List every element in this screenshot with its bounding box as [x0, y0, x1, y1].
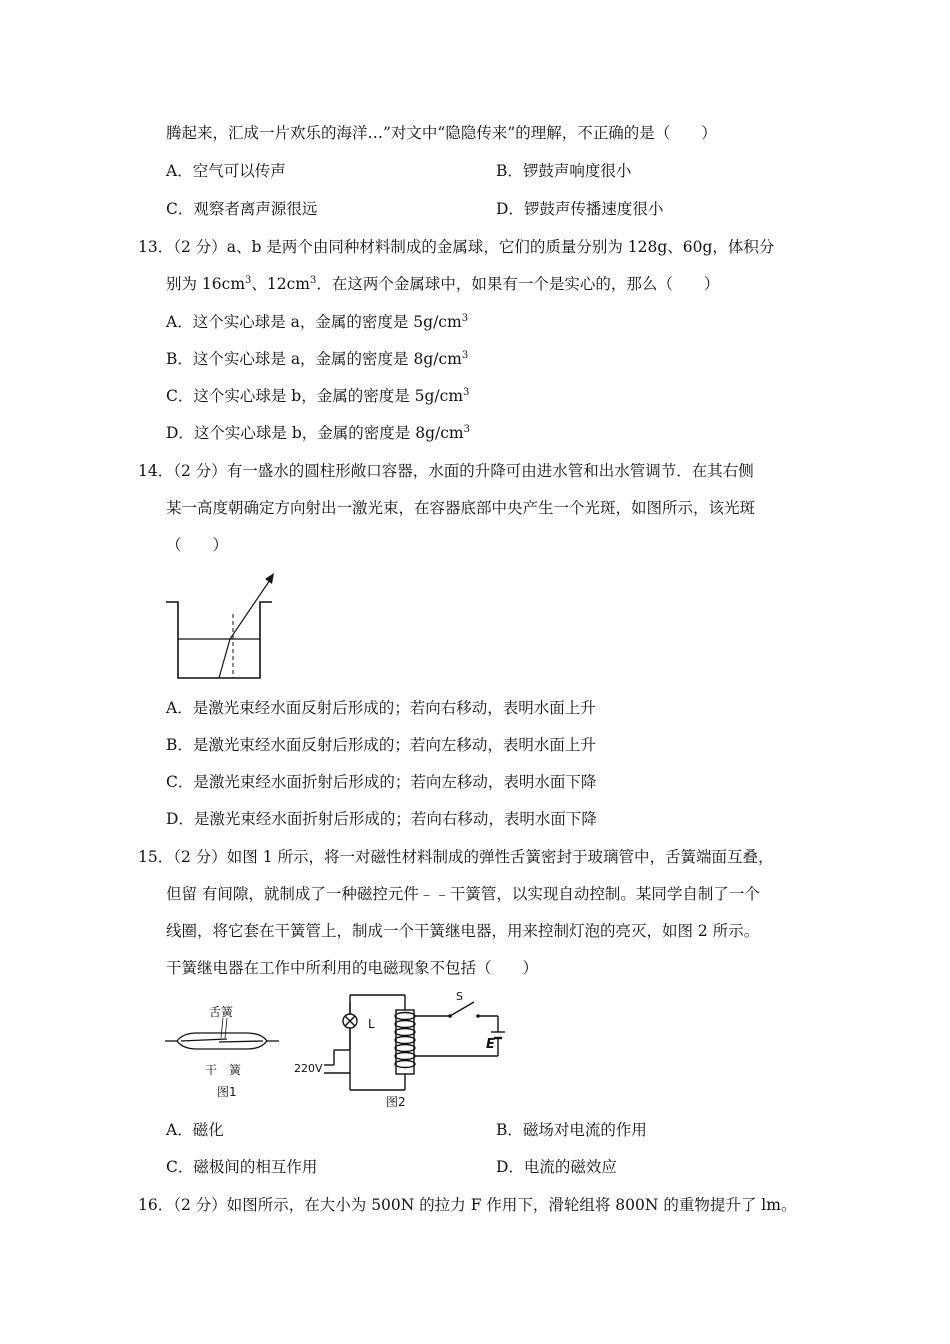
q15-option-c: C．磁极间的相互作用	[166, 1158, 318, 1176]
refracted-beam	[219, 639, 230, 678]
q15-option-d: D．电流的磁效应	[496, 1158, 617, 1176]
q14-option-a: A．是激光束经水面反射后形成的；若向右移动，表明水面上升	[166, 699, 596, 717]
q12-option-c: C．观察者离声源很远	[166, 200, 318, 218]
container-outline	[166, 602, 272, 678]
q14-stem-line2: 某一高度朝确定方向射出一激光束，在容器底部中央产生一个光斑，如图所示，该光斑	[166, 499, 756, 517]
q15-stem-line2: 但留 有间隙，就制成了一种磁控元件﹣﹣干簧管，以实现自动控制。某同学自制了一个	[166, 885, 760, 903]
figure1-caption: 图1	[217, 1085, 237, 1099]
q14-option-d: D．是激光束经水面折射后形成的；若向右移动，表明水面下降	[166, 810, 597, 828]
switch-icon	[450, 1002, 474, 1016]
q16-stem-line1: 16．（2 分）如图所示，在大小为 500N 的拉力 F 作用下，滑轮组将 800N 的重物提升了 lm。	[138, 1196, 797, 1214]
q14-option-c: C．是激光束经水面折射后形成的；若向左移动，表明水面下降	[166, 773, 597, 791]
q13-stem-line2: 别为 $16cm^3$、$12cm^3$．在这两个金属球中，如果有一个是实心的，那么（ ）	[166, 275, 720, 293]
q12-option-b: B．锣鼓声响度很小	[496, 162, 632, 180]
q15-option-b: B．磁场对电流的作用	[496, 1121, 647, 1139]
label-reed: 舌簧	[209, 1005, 234, 1019]
q15-option-a: A．磁化	[166, 1121, 224, 1139]
q14-stem-line3: （ ）	[166, 536, 229, 554]
label-emf: E	[486, 1037, 495, 1052]
laser-beam	[230, 577, 272, 639]
q12-option-d: D．锣鼓声传播速度很小	[496, 200, 664, 218]
q13-option-d: D．这个实心球是 b，金属的密度是 $8g/cm^3$	[166, 424, 470, 442]
reed-left	[181, 1039, 227, 1041]
label-voltage: 220V	[294, 1062, 323, 1075]
arrow-head-icon	[265, 573, 274, 584]
q14-stem-line1: 14．（2 分）有一盛水的圆柱形敞口容器，水面的升降可由进水管和出水管调节．在其右侧	[138, 462, 754, 480]
label-lamp: L	[368, 1017, 375, 1031]
figure2-caption: 图2	[386, 1095, 406, 1109]
q15-stem-line3: 线圈，将它套在干簧管上，制成一个干簧继电器，用来控制灯泡的亮灭，如图 2 所示。	[166, 922, 760, 940]
q12-stem-continuation: 腾起来，汇成一片欢乐的海洋…”对文中“隐隐传来”的理解，不正确的是（ ）	[166, 124, 717, 142]
label-dry-reed: 干 簧	[205, 1063, 242, 1077]
reed-right	[219, 1041, 263, 1042]
label-switch: S	[456, 990, 463, 1003]
q14-option-b: B．是激光束经水面反射后形成的；若向左移动，表明水面上升	[166, 736, 596, 754]
q13-option-c: C．这个实心球是 b，金属的密度是 $5g/cm^3$	[166, 387, 470, 405]
q13-stem-line1: 13．（2 分）a、b 是两个由同种材料制成的金属球，它们的质量分别为 128g、60g，体积分	[138, 238, 775, 256]
q14-container-diagram	[160, 568, 290, 683]
q15-stem-line4: 干簧继电器在工作中所利用的电磁现象不包括（ ）	[166, 959, 539, 977]
q15-figure1-reed-switch	[163, 1000, 281, 1104]
q15-stem-line1: 15．（2 分）如图 1 所示，将一对磁性材料制成的弹性舌簧密封于玻璃管中，舌簧端面互叠，	[138, 848, 774, 866]
q15-figure2-relay-circuit	[290, 990, 520, 1110]
q12-option-a: A．空气可以传声	[166, 162, 286, 180]
q13-option-b: B．这个实心球是 a，金属的密度是 $8g/cm^3$	[166, 350, 469, 368]
q13-option-a: A．这个实心球是 a，金属的密度是 $5g/cm^3$	[166, 313, 469, 331]
